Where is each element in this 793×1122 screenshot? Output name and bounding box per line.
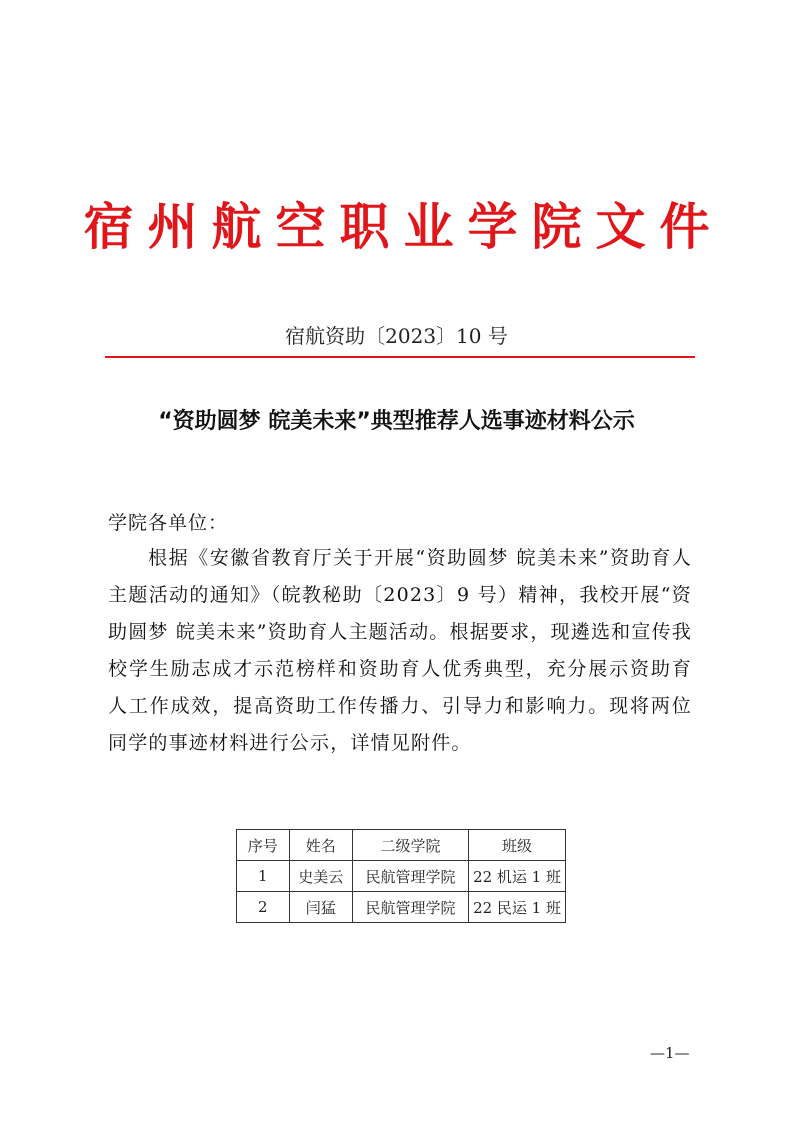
cell-class: 22 机运 1 班 — [469, 861, 566, 892]
column-header-name: 姓名 — [289, 830, 352, 861]
column-header-college: 二级学院 — [353, 830, 469, 861]
table-row — [237, 861, 566, 892]
salutation: 学院各单位： — [108, 512, 229, 534]
cell-college: 民航管理学院 — [353, 861, 469, 892]
cell-index: 1 — [237, 861, 290, 892]
table-header-row — [237, 830, 566, 861]
header-divider — [105, 356, 695, 358]
notice-body — [108, 540, 692, 762]
notice-title: “资助圆梦 皖美未来”典型推荐人选事迹材料公示 — [158, 409, 635, 434]
document-header-title: 宿州航空职业学院文件 — [83, 198, 724, 256]
column-header-index: 序号 — [237, 830, 290, 861]
page-number: —1— — [650, 1044, 690, 1062]
cell-name: 史美云 — [289, 861, 352, 892]
column-header-class: 班级 — [469, 830, 566, 861]
cell-college: 民航管理学院 — [353, 892, 469, 923]
candidate-table — [236, 829, 566, 923]
body-paragraph: 根据《安徽省教育厅关于开展“资助圆梦 皖美未来”资助育人主题活动的通知》（皖教秘助〔2023〕9 号）精神，我校开展“资助圆梦 皖美未来”资助育人主题活动。根据要求，现遴选和宣传我校学生励志成才示范榜样和资助育人优秀典型，充分展示资助育人工作成效，提高资助工作传播力、引导力和影响力。现将两位同学的事迹材料进行公示，详情见附件。 — [108, 547, 692, 754]
document-number: 宿航资助〔2023〕10 号 — [285, 324, 508, 348]
cell-index: 2 — [237, 892, 290, 923]
cell-name: 闫猛 — [289, 892, 352, 923]
table-row — [237, 892, 566, 923]
cell-class: 22 民运 1 班 — [469, 892, 566, 923]
